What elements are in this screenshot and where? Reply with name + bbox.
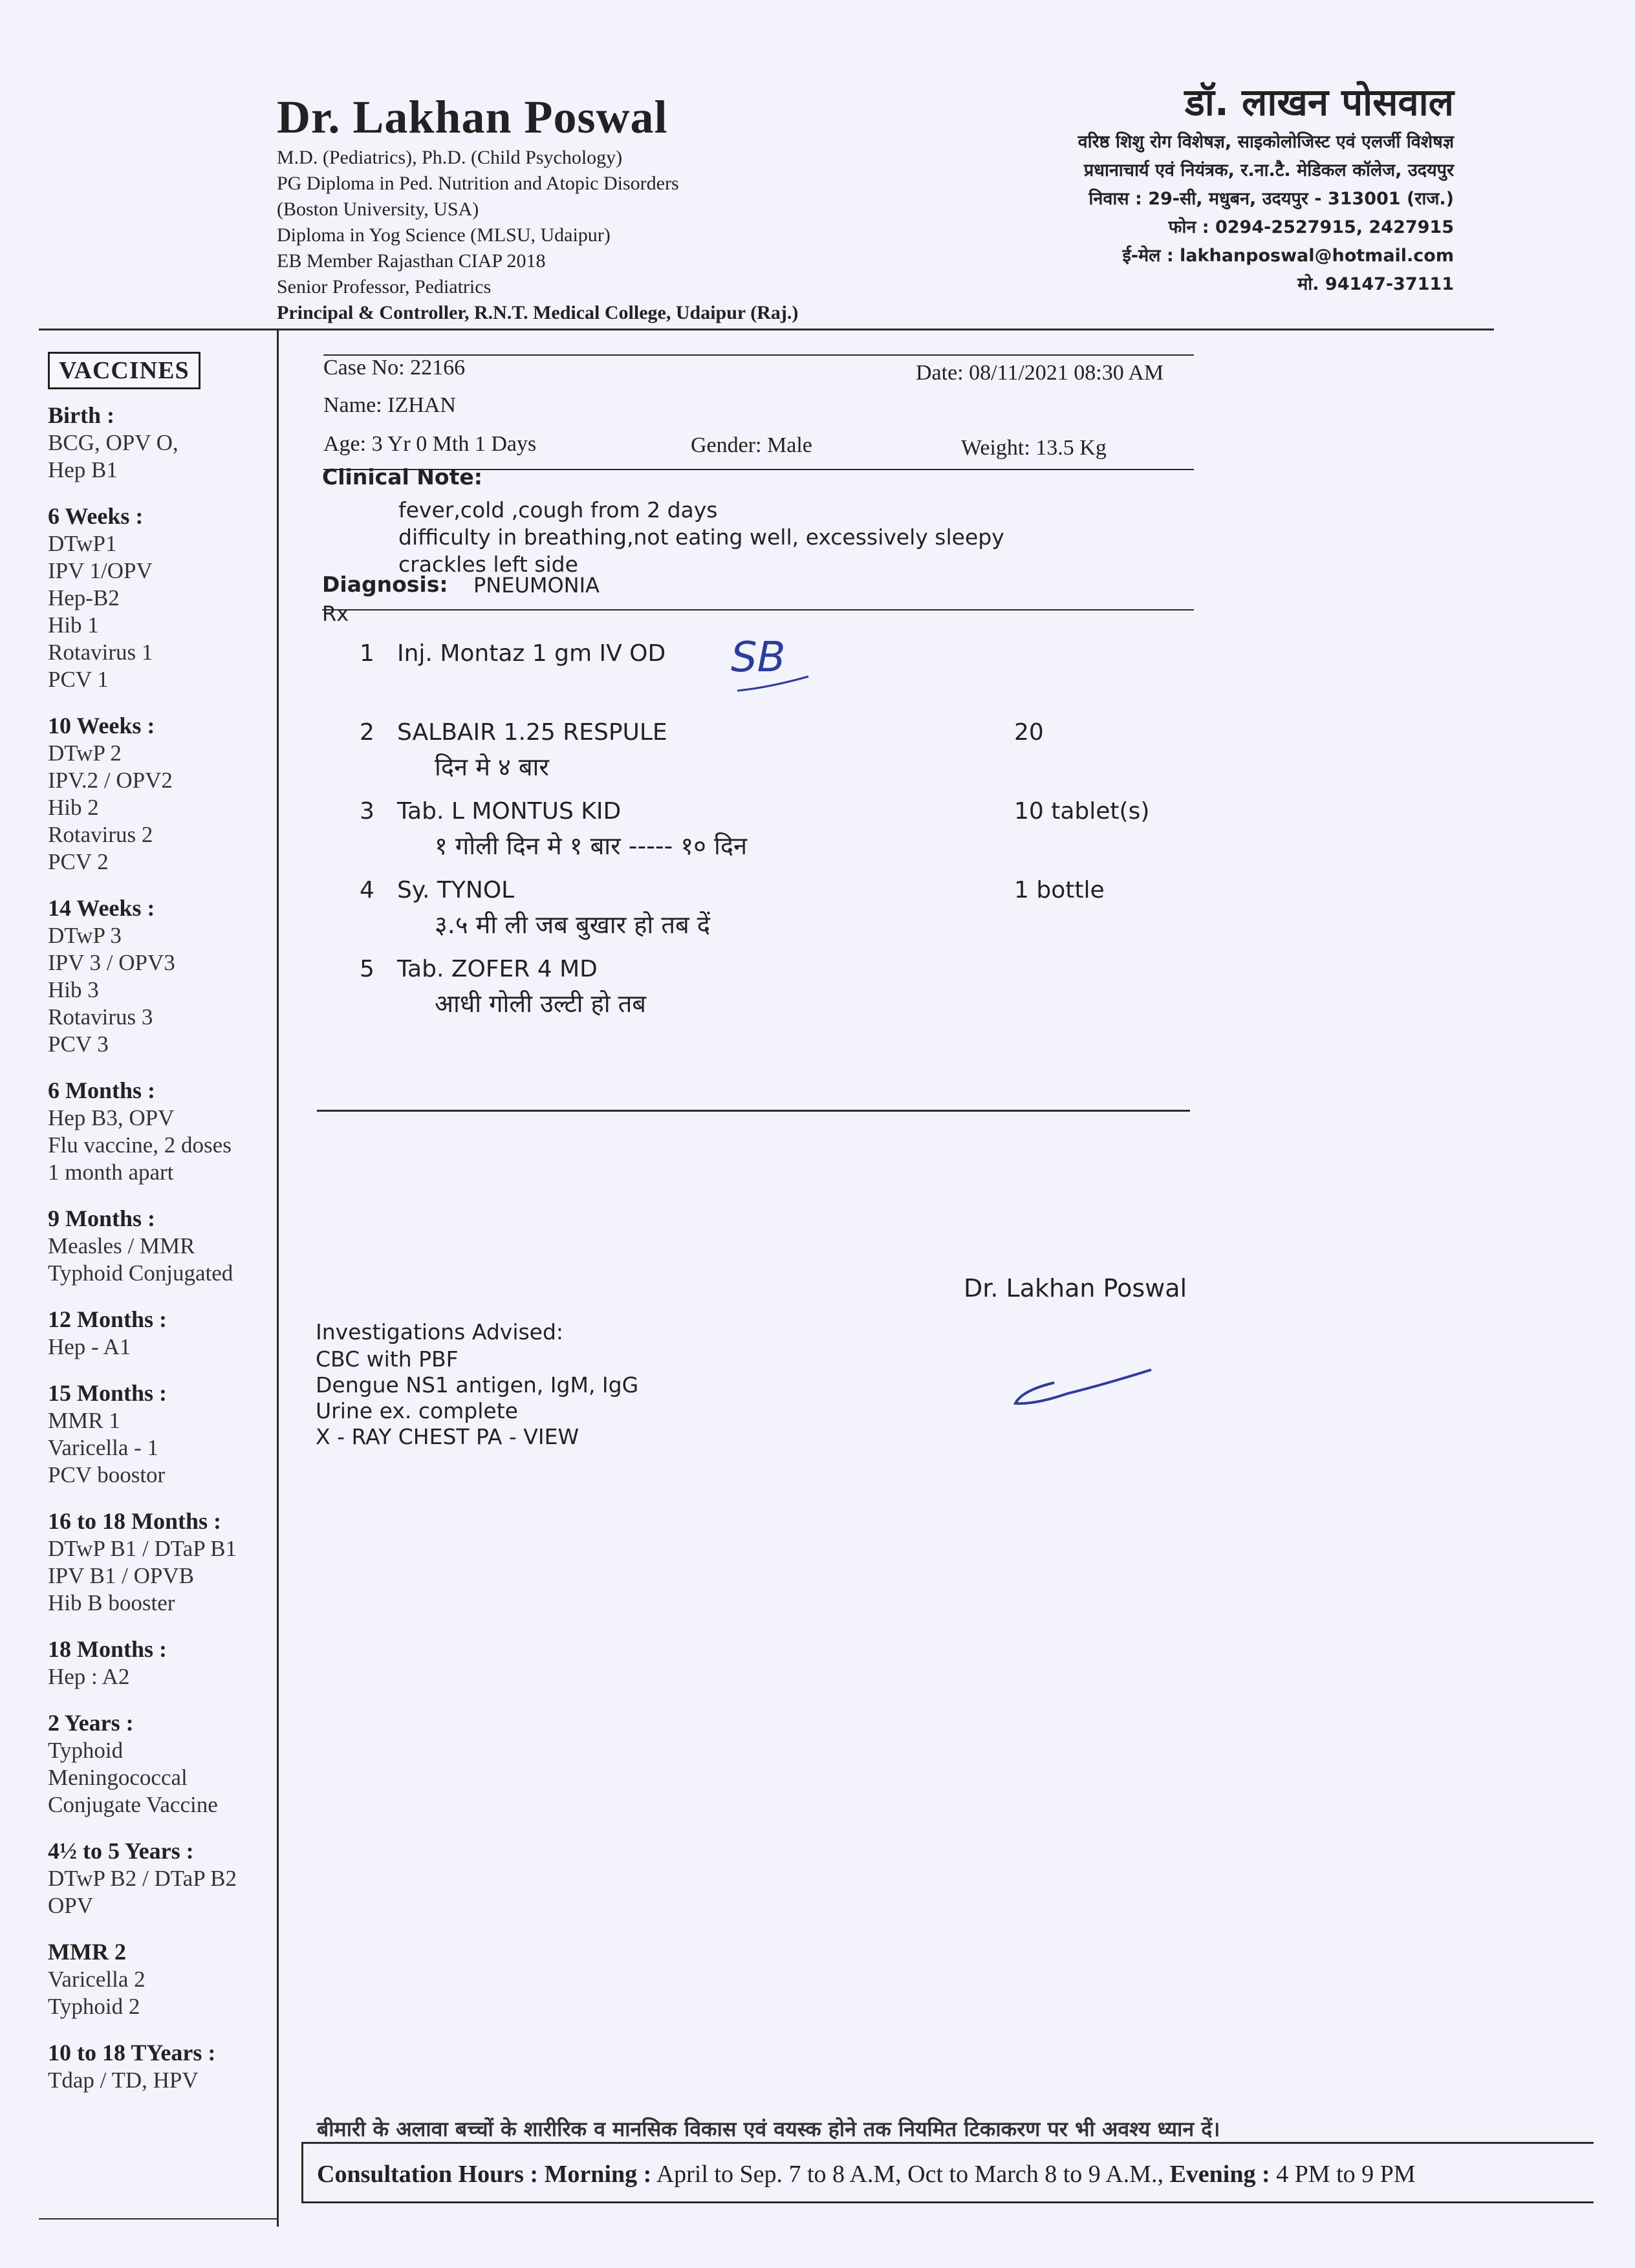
doctor-name: Dr. Lakhan Poswal xyxy=(277,91,668,143)
vaccine-item: Measles / MMR xyxy=(48,1233,195,1258)
rx-quantity: 20 xyxy=(1014,719,1044,746)
investigations-list xyxy=(316,1346,638,1450)
rx-instruction: दिन मे ४ बार xyxy=(435,753,549,781)
diagnosis-value: PNEUMONIA xyxy=(473,573,600,598)
vaccine-item: Hep-B2 xyxy=(48,585,120,610)
vaccine-group xyxy=(48,1709,294,1819)
vaccine-group-heading: MMR 2 xyxy=(48,1939,126,1965)
vaccine-item: DTwP B2 / DTaP B2 xyxy=(48,1866,237,1891)
vaccine-item: Flu vaccine, 2 doses xyxy=(48,1132,232,1158)
patient-name: Name: IZHAN xyxy=(323,393,456,417)
footer-left-rule xyxy=(301,2142,303,2203)
signature-scribble xyxy=(1009,1358,1164,1416)
rx-drug: Sy. TYNOL xyxy=(397,877,515,903)
vaccine-item: DTwP B1 / DTaP B1 xyxy=(48,1536,237,1561)
qualifications-block xyxy=(277,145,798,326)
vaccine-item: PCV 1 xyxy=(48,667,109,692)
patient-age: Age: 3 Yr 0 Mth 1 Days xyxy=(323,432,537,456)
clinical-note-label: Clinical Note: xyxy=(322,464,482,490)
vaccine-item: OPV xyxy=(48,1893,94,1918)
evening-label: Evening : xyxy=(1169,2161,1270,2188)
hindi-line: प्रधानाचार्य एवं नियंत्रक, र.ना.टै. मेडिकल कॉलेज, उदयपुर xyxy=(1083,160,1454,180)
vaccine-item: PCV 2 xyxy=(48,849,109,874)
consultation-hours xyxy=(317,2160,1416,2188)
handwritten-initials xyxy=(724,626,834,710)
rx-item xyxy=(360,719,1200,783)
vaccine-item: DTwP1 xyxy=(48,531,117,556)
vaccine-item: Hib B booster xyxy=(48,1590,175,1615)
vaccine-item: DTwP 2 xyxy=(48,740,122,766)
patient-weight: Weight: 13.5 Kg xyxy=(961,436,1107,460)
clinical-note-line: fever,cold ,cough from 2 days xyxy=(398,497,718,523)
investigation-item: Urine ex. complete xyxy=(316,1398,518,1423)
qualification-line: M.D. (Pediatrics), Ph.D. (Child Psychology) xyxy=(277,147,623,168)
vaccine-group xyxy=(48,1938,294,2020)
vaccine-group-heading: 12 Months : xyxy=(48,1306,168,1332)
morning-label: Morning : xyxy=(544,2161,652,2188)
rx-instruction: १ गोली दिन मे १ बार ----- १० दिन xyxy=(435,832,748,860)
vaccine-item: Typhoid 2 xyxy=(48,1994,140,2019)
vaccine-group-heading: 2 Years : xyxy=(48,1710,134,1736)
footer-bottom-rule xyxy=(301,2201,1594,2203)
hindi-letterhead xyxy=(1078,76,1454,299)
handwritten-initials-text: SB xyxy=(731,634,786,682)
hindi-line: फोन : 0294-2527915, 2427915 xyxy=(1168,217,1454,237)
rx-item xyxy=(360,956,1200,1020)
vaccine-group xyxy=(48,401,294,484)
clinical-note-line: difficulty in breathing,not eating well, excessively sleepy xyxy=(398,524,1004,550)
case-number: Case No: 22166 xyxy=(323,356,466,380)
vaccine-item: Conjugate Vaccine xyxy=(48,1792,218,1817)
vaccine-group xyxy=(48,1507,294,1617)
investigation-item: Dengue NS1 antigen, IgM, IgG xyxy=(316,1372,639,1398)
vaccines-title: VACCINES xyxy=(48,352,200,389)
rx-quantity: 1 bottle xyxy=(1014,877,1105,903)
vaccine-item: Meningococcal xyxy=(48,1765,188,1790)
vaccine-group-heading: 6 Weeks : xyxy=(48,503,144,529)
morning-hours: April to Sep. 7 to 8 A.M, Oct to March 8 to 9 A.M., xyxy=(656,2161,1164,2188)
vaccine-group-heading: 10 Weeks : xyxy=(48,713,155,739)
vaccine-group xyxy=(48,711,294,876)
patient-gender: Gender: Male xyxy=(691,433,812,457)
signature-name: Dr. Lakhan Poswal xyxy=(964,1274,1187,1302)
vaccine-item: Hib 3 xyxy=(48,977,99,1002)
vaccine-item: Varicella - 1 xyxy=(48,1435,159,1460)
qualification-line: Diploma in Yog Science (MLSU, Udaipur) xyxy=(277,224,611,246)
vaccine-group-heading: 4½ to 5 Years : xyxy=(48,1838,194,1864)
vaccine-group xyxy=(48,2038,294,2094)
footer-advice: बीमारी के अलावा बच्चों के शारीरिक व मानसिक विकास एवं वयस्क होने तक नियमित टिकाकरण पर भी अवश्य ध्यान दें। xyxy=(317,2117,1220,2141)
vaccine-item: BCG, OPV O, xyxy=(48,430,179,455)
vaccine-item: 1 month apart xyxy=(48,1160,174,1185)
hindi-line: वरिष्ठ शिशु रोग विशेषज्ञ, साइकोलोजिस्ट एवं एलर्जी विशेषज्ञ xyxy=(1077,132,1454,152)
vaccine-group xyxy=(48,1379,294,1489)
vaccine-item: Typhoid xyxy=(48,1738,124,1763)
diagnosis-rule xyxy=(322,609,1194,610)
vaccine-group xyxy=(48,502,294,693)
qualification-line: EB Member Rajasthan CIAP 2018 xyxy=(277,250,546,272)
vaccine-item: Hep B3, OPV xyxy=(48,1105,175,1130)
vaccine-item: IPV B1 / OPVB xyxy=(48,1563,194,1588)
vaccine-item: Rotavirus 1 xyxy=(48,640,153,665)
vaccine-item: Hep B1 xyxy=(48,457,118,482)
vaccine-group-heading: 10 to 18 TYears : xyxy=(48,2040,216,2066)
rx-drug: Tab. ZOFER 4 MD xyxy=(397,956,598,982)
vaccine-item: Rotavirus 3 xyxy=(48,1004,153,1030)
rx-number: 5 xyxy=(360,956,374,982)
evening-hours: 4 PM to 9 PM xyxy=(1276,2161,1416,2188)
vaccine-group-heading: Birth : xyxy=(48,402,114,428)
rx-instruction: आधी गोली उल्टी हो तब xyxy=(435,989,646,1018)
vaccine-item: MMR 1 xyxy=(48,1408,120,1433)
clinical-notes xyxy=(398,497,1004,578)
hindi-line: निवास : 29-सी, मधुबन, उदयपुर - 313001 (राज.) xyxy=(1088,189,1454,209)
vaccine-item: IPV.2 / OPV2 xyxy=(48,768,173,793)
vaccine-group xyxy=(48,1635,294,1690)
rx-drug: Inj. Montaz 1 gm IV OD xyxy=(397,640,666,667)
investigations-title: Investigations Advised: xyxy=(316,1319,564,1345)
rx-number: 4 xyxy=(360,877,374,903)
vaccine-item: Hib 2 xyxy=(48,795,99,820)
vaccine-group xyxy=(48,1076,294,1186)
vaccine-item: IPV 1/OPV xyxy=(48,558,153,583)
vaccine-group xyxy=(48,1305,294,1361)
vaccine-schedule xyxy=(48,401,294,2112)
clinical-note-line: crackles left side xyxy=(398,552,578,577)
rx-instruction: ३.५ मी ली जब बुखार हो तब दें xyxy=(435,911,710,939)
rx-end-rule xyxy=(317,1110,1190,1112)
qualification-line: PG Diploma in Ped. Nutrition and Atopic Disorders xyxy=(277,173,679,194)
investigation-item: X - RAY CHEST PA - VIEW xyxy=(316,1424,579,1449)
hindi-line: ई-मेल : lakhanposwal@hotmail.com xyxy=(1122,246,1454,266)
vaccine-item: Varicella 2 xyxy=(48,1967,146,1992)
vaccine-group-heading: 14 Weeks : xyxy=(48,895,155,921)
vaccine-group xyxy=(48,894,294,1058)
consult-label: Consultation Hours : xyxy=(317,2161,539,2188)
sidebar-bottom-rule xyxy=(39,2218,278,2219)
qualification-line: Senior Professor, Pediatrics xyxy=(277,276,492,297)
rx-quantity: 10 tablet(s) xyxy=(1014,798,1150,825)
vaccine-group-heading: 18 Months : xyxy=(48,1636,168,1662)
vaccine-item: Hep : A2 xyxy=(48,1664,130,1689)
rx-number: 3 xyxy=(360,798,374,825)
vaccine-group xyxy=(48,1204,294,1287)
vaccine-item: Hep - A1 xyxy=(48,1334,131,1359)
rx-item xyxy=(360,798,1200,862)
vaccine-item: PCV 3 xyxy=(48,1031,109,1057)
rx-label: Rx xyxy=(322,601,349,626)
qualification-line: (Boston University, USA) xyxy=(277,199,479,220)
vaccine-group-heading: 9 Months : xyxy=(48,1205,156,1231)
vaccine-item: IPV 3 / OPV3 xyxy=(48,950,175,975)
header-divider xyxy=(39,329,1494,330)
hindi-doctor-name: डॉ. लाखन पोसवाल xyxy=(1184,80,1454,124)
investigation-item: CBC with PBF xyxy=(316,1346,459,1372)
visit-date: Date: 08/11/2021 08:30 AM xyxy=(916,361,1164,385)
rx-item xyxy=(360,877,1200,941)
hindi-line: मो. 94147-37111 xyxy=(1297,274,1454,294)
vaccine-group-heading: 16 to 18 Months : xyxy=(48,1508,221,1534)
diagnosis-label: Diagnosis: xyxy=(322,572,448,597)
vaccine-item: DTwP 3 xyxy=(48,923,122,948)
vaccine-item: Hib 1 xyxy=(48,612,99,638)
vaccine-item: Typhoid Conjugated xyxy=(48,1260,233,1286)
vaccine-group xyxy=(48,1837,294,1919)
vaccine-item: PCV boostor xyxy=(48,1462,166,1487)
rx-drug: Tab. L MONTUS KID xyxy=(397,798,622,825)
rx-number: 1 xyxy=(360,640,374,667)
position-line: Principal & Controller, R.N.T. Medical College, Udaipur (Raj.) xyxy=(277,302,799,323)
vaccine-item: Rotavirus 2 xyxy=(48,822,153,847)
vaccine-group-heading: 15 Months : xyxy=(48,1380,168,1406)
vaccine-item: Tdap / TD, HPV xyxy=(48,2068,199,2093)
rx-number: 2 xyxy=(360,719,374,746)
vaccine-group-heading: 6 Months : xyxy=(48,1077,156,1103)
rx-drug: SALBAIR 1.25 RESPULE xyxy=(397,719,667,746)
